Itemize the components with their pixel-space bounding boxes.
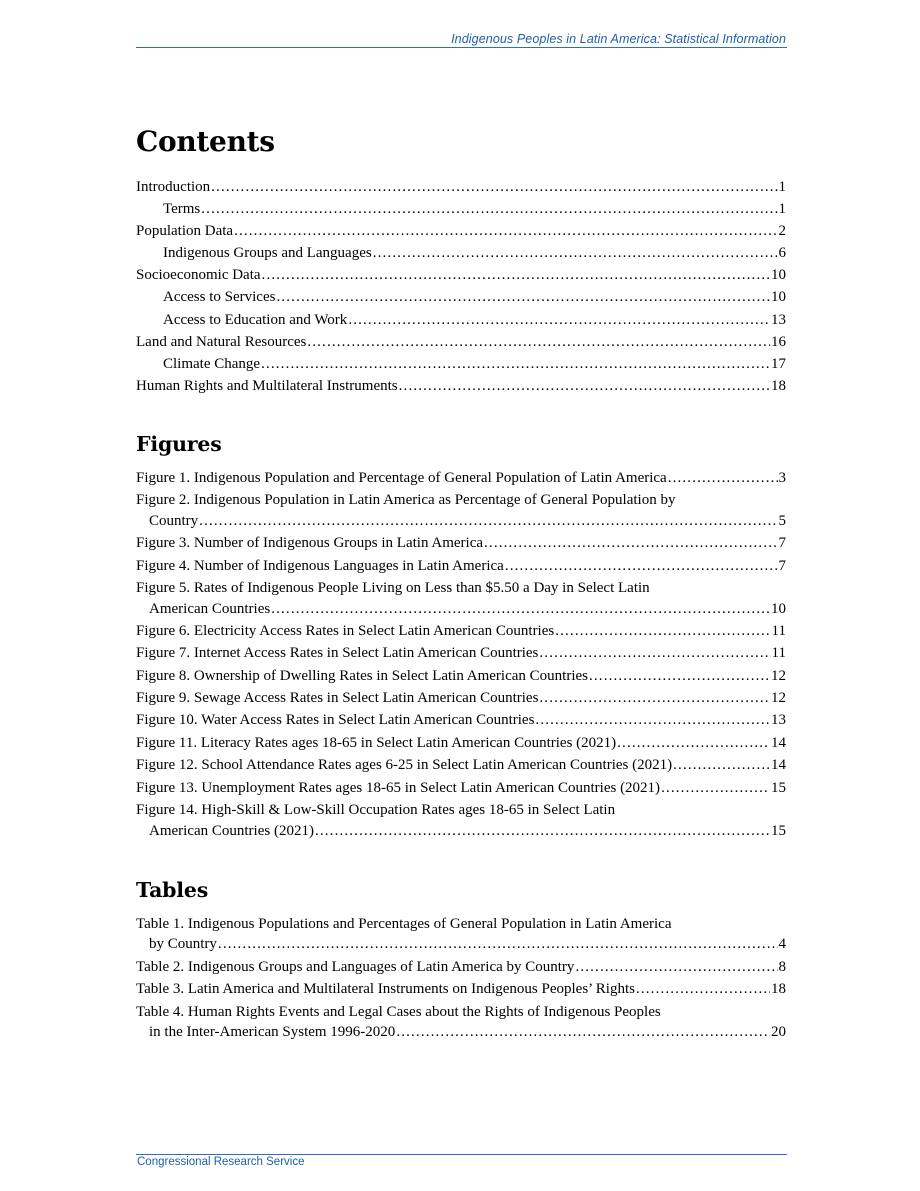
toc-entry-title-cont: by Country bbox=[149, 936, 217, 953]
toc-entry[interactable] bbox=[136, 376, 786, 397]
toc-entry-page: 4 bbox=[778, 936, 786, 953]
toc-subentry[interactable] bbox=[136, 243, 786, 264]
figure-entry[interactable] bbox=[136, 800, 786, 841]
dot-leader bbox=[399, 376, 770, 397]
toc-entry-page: 7 bbox=[778, 535, 786, 552]
dot-leader bbox=[535, 710, 770, 731]
dot-leader bbox=[348, 310, 770, 331]
table-entry[interactable] bbox=[136, 957, 786, 978]
table-entry[interactable] bbox=[136, 914, 786, 955]
toc-entry-title: Figure 14. High-Skill & Low-Skill Occupation Rates ages 18-65 in Select Latin bbox=[136, 802, 616, 819]
toc-entry-page: 10 bbox=[771, 289, 786, 306]
figure-entry[interactable] bbox=[136, 778, 786, 799]
dot-leader bbox=[636, 979, 770, 1000]
toc-entry-page: 10 bbox=[771, 600, 786, 617]
toc-entry-page: 7 bbox=[778, 557, 786, 574]
figure-entry[interactable] bbox=[136, 490, 786, 531]
toc-entry-title: Terms bbox=[163, 201, 201, 218]
toc-entry-page: 5 bbox=[778, 512, 786, 529]
contents-list bbox=[136, 177, 786, 396]
dot-leader bbox=[617, 733, 770, 754]
toc-entry-page: 18 bbox=[771, 981, 786, 998]
toc-entry-title-cont: American Countries (2021) bbox=[149, 822, 314, 839]
figure-entry[interactable] bbox=[136, 468, 786, 489]
toc-subentry[interactable] bbox=[136, 199, 786, 220]
toc-entry-title: Socioeconomic Data bbox=[136, 267, 261, 284]
figure-entry[interactable] bbox=[136, 733, 786, 754]
toc-entry-page: 11 bbox=[771, 645, 786, 662]
toc-entry-title-cont: Country bbox=[149, 512, 199, 529]
toc-entry-page: 12 bbox=[771, 667, 786, 684]
toc-entry-title: Land and Natural Resources bbox=[136, 333, 307, 350]
toc-entry-page: 10 bbox=[771, 267, 786, 284]
toc-entry-page: 1 bbox=[778, 201, 786, 218]
toc-entry-title: Table 3. Latin America and Multilateral Instruments on Indigenous Peoples’ Rights bbox=[136, 981, 635, 998]
toc-entry-page: 1 bbox=[778, 179, 786, 195]
toc-entry-title: Figure 2. Indigenous Population in Latin America as Percentage of General Population by bbox=[136, 492, 676, 509]
figure-entry[interactable] bbox=[136, 556, 786, 577]
toc-entry-title: Table 1. Indigenous Populations and Percentages of General Population in Latin America bbox=[136, 915, 672, 932]
dot-leader bbox=[218, 934, 778, 955]
figure-entry[interactable] bbox=[136, 755, 786, 776]
toc-entry-title: Human Rights and Multilateral Instruments bbox=[136, 377, 398, 394]
toc-entry-title: Table 4. Human Rights Events and Legal Cases about the Rights of Indigenous Peoples bbox=[136, 1003, 661, 1020]
toc-subentry[interactable] bbox=[136, 310, 786, 331]
toc-entry-page: 2 bbox=[778, 223, 786, 240]
toc-entry[interactable] bbox=[136, 177, 786, 198]
toc-entry-page: 6 bbox=[778, 245, 786, 262]
toc-entry-page: 8 bbox=[778, 958, 786, 975]
toc-entry-title: Figure 13. Unemployment Rates ages 18-65 in Select Latin American Countries (2021) bbox=[136, 779, 661, 796]
toc-entry-title: Introduction bbox=[136, 179, 211, 195]
toc-entry-title: Population Data bbox=[136, 223, 234, 240]
toc-entry-title: Figure 4. Number of Indigenous Languages in Latin America bbox=[136, 557, 504, 574]
toc-entry-page: 18 bbox=[771, 377, 786, 394]
dot-leader bbox=[539, 643, 770, 664]
contents-heading: Contents bbox=[136, 125, 275, 158]
toc-entry[interactable] bbox=[136, 265, 786, 286]
dot-leader bbox=[668, 468, 778, 489]
dot-leader bbox=[484, 533, 777, 554]
toc-entry-title: Figure 11. Literacy Rates ages 18-65 in Select Latin American Countries (2021) bbox=[136, 734, 617, 751]
toc-entry-page: 3 bbox=[778, 469, 786, 486]
dot-leader bbox=[307, 332, 770, 353]
toc-entry-title: Access to Education and Work bbox=[163, 311, 348, 328]
toc-subentry[interactable] bbox=[136, 354, 786, 375]
toc-entry-title: Figure 9. Sewage Access Rates in Select Latin American Countries bbox=[136, 690, 539, 707]
toc-entry[interactable] bbox=[136, 332, 786, 353]
dot-leader bbox=[661, 778, 770, 799]
toc-entry-page: 15 bbox=[771, 779, 786, 796]
figure-entry[interactable] bbox=[136, 533, 786, 554]
dot-leader bbox=[396, 1022, 770, 1043]
toc-entry-title: Figure 8. Ownership of Dwelling Rates in Select Latin American Countries bbox=[136, 667, 588, 684]
figure-entry[interactable] bbox=[136, 621, 786, 642]
toc-entry-title: Figure 10. Water Access Rates in Select Latin American Countries bbox=[136, 712, 535, 729]
toc-entry-title: Access to Services bbox=[163, 289, 276, 306]
dot-leader bbox=[575, 957, 777, 978]
toc-entry-page: 20 bbox=[771, 1024, 786, 1041]
tables-list bbox=[136, 914, 786, 1043]
toc-entry-page: 13 bbox=[771, 311, 786, 328]
dot-leader bbox=[211, 177, 777, 198]
dot-leader bbox=[261, 354, 770, 375]
footer-divider bbox=[136, 1154, 787, 1155]
dot-leader bbox=[201, 199, 777, 220]
header-divider bbox=[136, 47, 787, 48]
dot-leader bbox=[673, 755, 770, 776]
table-entry[interactable] bbox=[136, 1002, 786, 1043]
toc-entry-page: 13 bbox=[771, 712, 786, 729]
toc-entry-title: Climate Change bbox=[163, 355, 261, 372]
toc-entry-page: 17 bbox=[771, 355, 786, 372]
toc-entry-page: 16 bbox=[771, 333, 786, 350]
figure-entry[interactable] bbox=[136, 710, 786, 731]
dot-leader bbox=[373, 243, 778, 264]
figure-entry[interactable] bbox=[136, 688, 786, 709]
tables-heading: Tables bbox=[136, 877, 209, 902]
toc-entry-title: Figure 1. Indigenous Population and Percentage of General Population of Latin America bbox=[136, 469, 667, 486]
toc-entry[interactable] bbox=[136, 221, 786, 242]
dot-leader bbox=[262, 265, 770, 286]
footer-organization: Congressional Research Service bbox=[137, 1156, 305, 1168]
toc-entry-title: Figure 5. Rates of Indigenous People Living on Less than $5.50 a Day in Select Latin bbox=[136, 580, 650, 596]
toc-entry-page: 11 bbox=[771, 622, 786, 639]
running-header-title: Indigenous Peoples in Latin America: Statistical Information bbox=[451, 32, 786, 46]
dot-leader bbox=[589, 666, 770, 687]
figure-entry[interactable] bbox=[136, 578, 786, 619]
dot-leader bbox=[539, 688, 770, 709]
dot-leader bbox=[234, 221, 777, 242]
toc-entry-page: 14 bbox=[771, 734, 786, 751]
table-of-contents bbox=[136, 124, 786, 1044]
dot-leader bbox=[555, 621, 770, 642]
dot-leader bbox=[315, 821, 770, 842]
toc-entry-page: 15 bbox=[771, 822, 786, 839]
table-entry[interactable] bbox=[136, 979, 786, 1000]
toc-entry-title-cont: American Countries bbox=[149, 600, 271, 617]
toc-subentry[interactable] bbox=[136, 287, 786, 308]
toc-entry-title: Figure 3. Number of Indigenous Groups in Latin America bbox=[136, 535, 484, 552]
toc-entry-title: Figure 12. School Attendance Rates ages 6-25 in Select Latin American Countries (2021) bbox=[136, 757, 673, 774]
dot-leader bbox=[199, 511, 777, 532]
toc-entry-title: Indigenous Groups and Languages bbox=[163, 245, 372, 262]
toc-entry-title: Table 2. Indigenous Groups and Languages of Latin America by Country bbox=[136, 958, 575, 975]
toc-entry-page: 12 bbox=[771, 690, 786, 707]
toc-entry-title: Figure 7. Internet Access Rates in Select Latin American Countries bbox=[136, 645, 539, 662]
figure-entry[interactable] bbox=[136, 643, 786, 664]
dot-leader bbox=[276, 287, 770, 308]
figure-entry[interactable] bbox=[136, 666, 786, 687]
dot-leader bbox=[505, 556, 778, 577]
figures-list bbox=[136, 468, 786, 841]
dot-leader bbox=[271, 599, 770, 620]
figures-heading: Figures bbox=[136, 431, 222, 456]
toc-entry-title-cont: in the Inter-American System 1996-2020 bbox=[149, 1024, 396, 1041]
toc-entry-page: 14 bbox=[771, 757, 786, 774]
toc-entry-title: Figure 6. Electricity Access Rates in Select Latin American Countries bbox=[136, 622, 555, 639]
